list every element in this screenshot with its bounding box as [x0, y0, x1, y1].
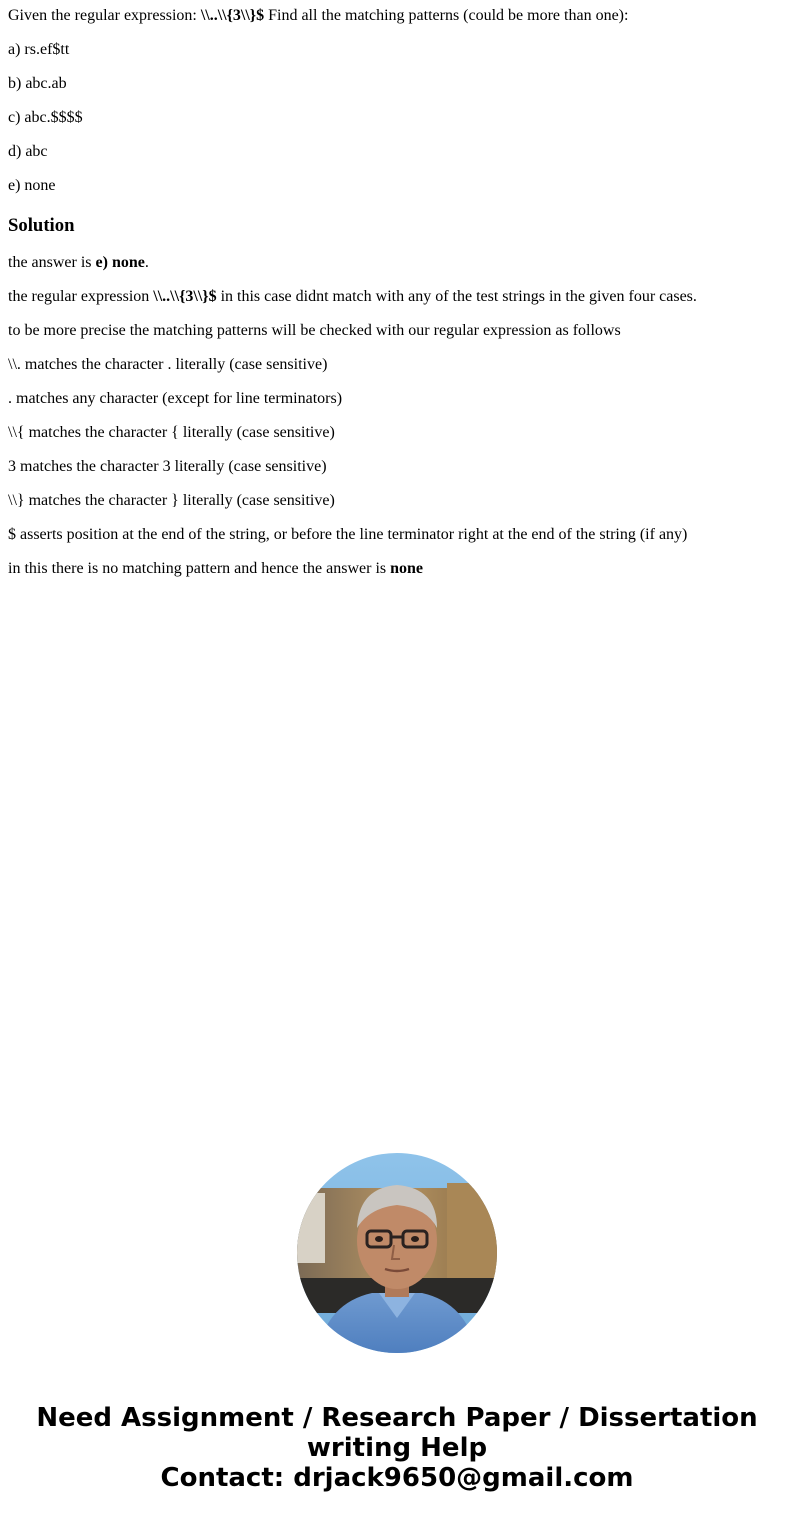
option-b: b) abc.ab [8, 75, 67, 92]
option-c: c) abc.$$$$ [8, 109, 83, 126]
breakdown-item: $ asserts position at the end of the string, or before the line terminator right at the end of the string (if any) [8, 526, 688, 543]
explain-suffix: in this case didnt match with any of the test strings in the given four cases. [216, 288, 697, 305]
solution-heading: Solution [8, 215, 75, 236]
footer-line-2: writing Help [306, 1433, 488, 1463]
question-intro: Given the regular expression: [8, 7, 201, 24]
conclusion-prefix: in this there is no matching pattern and hence the answer is [8, 560, 391, 577]
explain-line [8, 288, 697, 306]
question-line [8, 7, 628, 25]
answer-value: e) none [95, 254, 145, 271]
answer-line [8, 254, 149, 272]
question-prompt: Find all the matching patterns (could be more than one): [264, 7, 629, 24]
breakdown-item: \\{ matches the character { literally (case sensitive) [8, 424, 335, 441]
author-avatar [297, 1153, 497, 1353]
footer-line-1: Need Assignment / Research Paper / Dissertation [36, 1403, 758, 1433]
answer-prefix: the answer is [8, 254, 96, 271]
explain-regex: \\..\\{3\\}$ [153, 288, 217, 305]
option-a: a) rs.ef$tt [8, 41, 70, 58]
breakdown-item: \\} matches the character } literally (case sensitive) [8, 492, 335, 509]
option-e: e) none [8, 177, 56, 194]
conclusion-value: none [390, 560, 424, 577]
question-regex: \\..\\{3\\}$ [200, 7, 265, 24]
footer-contact [0, 1403, 794, 1493]
breakdown-item: \\. matches the character . literally (case sensitive) [8, 356, 328, 373]
breakdown-item: . matches any character (except for line terminators) [8, 390, 343, 407]
author-portrait-image [297, 1153, 497, 1353]
breakdown-item: 3 matches the character 3 literally (case sensitive) [8, 458, 327, 475]
explain-prefix: the regular expression [8, 288, 154, 305]
option-d: d) abc [8, 143, 48, 160]
footer-contact-email: Contact: drjack9650@gmail.com [160, 1463, 634, 1493]
answer-suffix: . [144, 254, 149, 271]
precise-line: to be more precise the matching patterns will be checked with our regular expression as follows [8, 322, 621, 339]
conclusion-line [8, 560, 423, 578]
